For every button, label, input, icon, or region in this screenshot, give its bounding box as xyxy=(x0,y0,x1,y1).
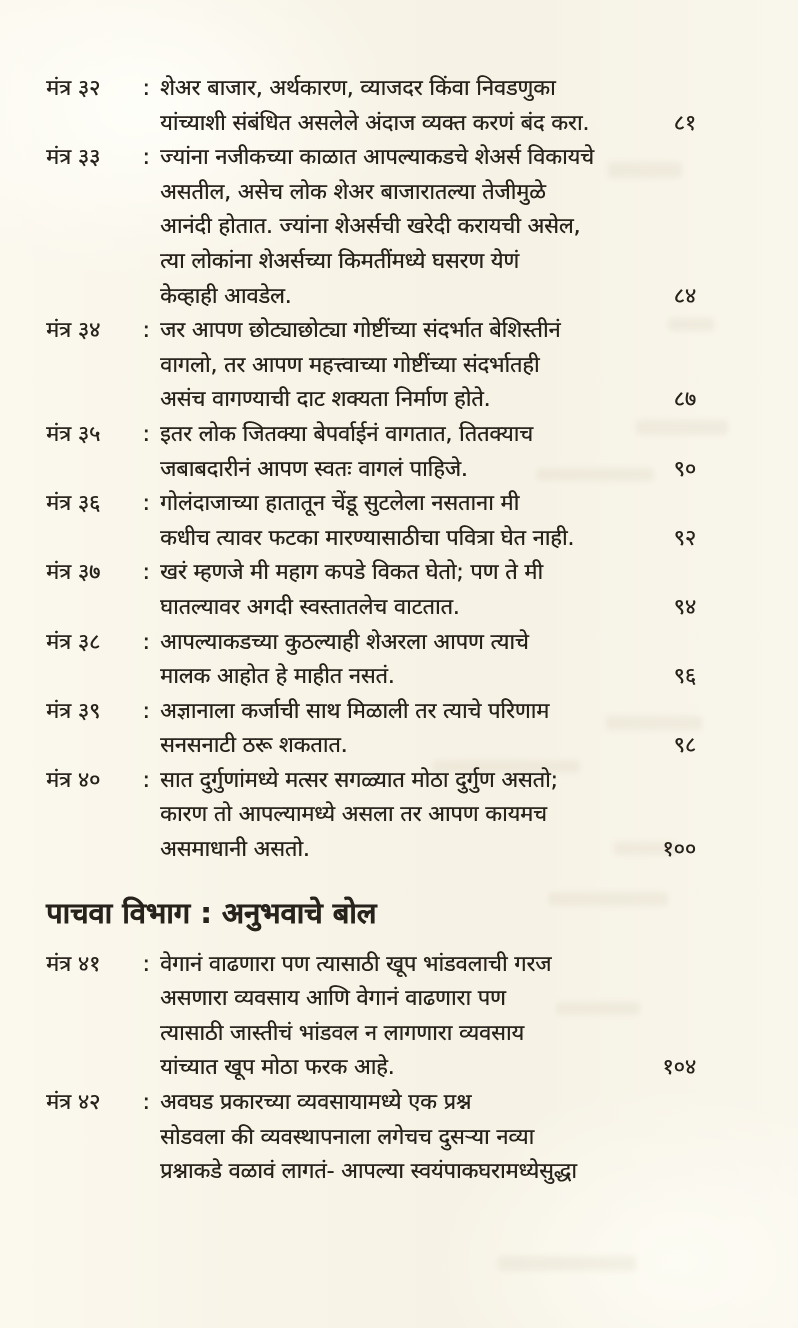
entry-number-label: मंत्र ३७ xyxy=(46,560,101,586)
toc-entry-mantra-37 xyxy=(46,556,696,625)
entry-number-label: मंत्र ३५ xyxy=(46,421,101,447)
entry-number-label: मंत्र ३३ xyxy=(46,145,101,171)
toc-entry-mantra-34 xyxy=(46,314,696,418)
entry-text-line: वागलो, तर आपण महत्त्वाच्या गोष्टींच्या संदर्भातही xyxy=(160,352,540,378)
toc-entry-mantra-35 xyxy=(46,418,696,487)
entry-text xyxy=(160,418,632,487)
entry-text-line: असंच वागण्याची दाट शक्यता निर्माण होते. xyxy=(160,387,491,413)
entry-number-label: मंत्र ३६ xyxy=(46,491,101,517)
entry-text-line: त्यासाठी जास्तीचं भांडवल न लागणारा व्यवसाय xyxy=(160,1020,524,1046)
entry-text-line: जर आपण छोट्याछोट्या गोष्टींच्या संदर्भात बेशिस्तीनं xyxy=(160,318,561,344)
entry-number-label: मंत्र ३८ xyxy=(46,629,101,655)
entry-text-line: यांच्यात खूप मोठा फरक आहे. xyxy=(160,1055,395,1081)
entry-page-number: ९८ xyxy=(673,733,696,759)
entry-separator: : xyxy=(142,491,150,517)
entry-text-line: जबाबदारीनं आपण स्वतः वागलं पाहिजे. xyxy=(160,456,468,482)
entry-separator: : xyxy=(142,629,150,655)
entry-text-line: ज्यांना नजीकच्या काळात आपल्याकडचे शेअर्स विकायचे xyxy=(160,145,594,171)
toc-entry-mantra-36 xyxy=(46,487,696,556)
toc-entry-mantra-38 xyxy=(46,626,696,695)
entry-number-label: मंत्र ३२ xyxy=(46,76,101,101)
toc-entry-mantra-39 xyxy=(46,695,696,764)
entry-text-line: सनसनाटी ठरू शकतात. xyxy=(160,733,348,759)
entry-text-line: असतील, असेच लोक शेअर बाजारातल्या तेजीमुळे xyxy=(160,179,546,205)
entry-number-label: मंत्र ३४ xyxy=(46,318,101,344)
toc-entry-mantra-42 xyxy=(46,1086,696,1190)
entry-text-line: खरं म्हणजे मी महाग कपडे विकत घेतो; पण ते मी xyxy=(160,560,543,586)
entry-text xyxy=(160,72,632,141)
entry-text xyxy=(160,141,632,314)
entry-text xyxy=(160,626,632,695)
entry-text-line: अज्ञानाला कर्जाची साथ मिळाली तर त्याचे परिणाम xyxy=(160,698,550,724)
entry-text-line: गोलंदाजाच्या हातातून चेंडू सुटलेला नसताना मी xyxy=(160,491,520,517)
entry-number-label: मंत्र ३९ xyxy=(46,698,101,724)
entry-text-line: घातल्यावर अगदी स्वस्तातलेच वाटतात. xyxy=(160,594,460,620)
entry-separator: : xyxy=(142,951,150,977)
entry-text-line: सोडवला की व्यवस्थापनाला लगेचच दुसऱ्या नव्या xyxy=(160,1124,534,1150)
entry-text-line: केव्हाही आवडेल. xyxy=(160,283,292,309)
entry-text xyxy=(160,695,632,764)
entry-text-line: यांच्याशी संबंधित असलेले अंदाज व्यक्त करणं बंद करा. xyxy=(160,110,590,136)
bleedthrough-smudge xyxy=(498,1256,636,1271)
entry-text xyxy=(160,948,632,1086)
entry-text-line: वेगानं वाढणारा पण त्यासाठी खूप भांडवलाची गरज xyxy=(160,951,552,977)
entry-number-label: मंत्र ४२ xyxy=(46,1090,101,1116)
entry-text-line: कधीच त्यावर फटका मारण्यासाठीचा पवित्रा घेत नाही. xyxy=(160,525,575,551)
toc-entry-mantra-32 xyxy=(46,72,696,141)
entry-text xyxy=(160,556,632,625)
entry-text-line: मालक आहोत हे माहीत नसतं. xyxy=(160,664,395,690)
entry-page-number: ८७ xyxy=(673,387,696,413)
entry-text xyxy=(160,1086,632,1190)
entry-text xyxy=(160,314,632,418)
entry-separator: : xyxy=(142,767,150,793)
entry-page-number: ८१ xyxy=(673,110,696,136)
entry-text-line: सात दुर्गुणांमध्ये मत्सर सगळ्यात मोठा दुर्गुण असतो; xyxy=(160,767,558,793)
entry-text-line: त्या लोकांना शेअर्सच्या किमतींमध्ये घसरण येणं xyxy=(160,248,519,274)
toc-entry-mantra-33 xyxy=(46,141,696,314)
entry-page-number: १०४ xyxy=(662,1055,696,1081)
entry-separator: : xyxy=(142,76,150,101)
entry-text-line: अवघड प्रकारच्या व्यवसायामध्ये एक प्रश्न xyxy=(160,1090,472,1116)
toc-entry-mantra-41 xyxy=(46,948,696,1086)
entry-page-number: ८४ xyxy=(673,283,696,309)
entry-separator: : xyxy=(142,145,150,171)
table-of-contents xyxy=(46,72,696,1190)
toc-entry-mantra-40 xyxy=(46,764,696,868)
entry-text-line: असणारा व्यवसाय आणि वेगानं वाढणारा पण xyxy=(160,986,506,1012)
entry-text-line: प्रश्नाकडे वळावं लागतं- आपल्या स्वयंपाकघरामध्येसुद्धा xyxy=(160,1159,577,1185)
entry-separator: : xyxy=(142,318,150,344)
entry-separator: : xyxy=(142,421,150,447)
section-heading: पाचवा विभाग : अनुभवाचे बोल xyxy=(46,895,377,930)
entry-text xyxy=(160,764,632,868)
entry-page-number: ९२ xyxy=(673,525,696,551)
entry-separator: : xyxy=(142,1090,150,1116)
entry-text xyxy=(160,487,632,556)
entry-separator: : xyxy=(142,698,150,724)
entry-page-number: १०० xyxy=(662,837,696,863)
entry-text-line: असमाधानी असतो. xyxy=(160,837,310,863)
entry-text-line: आपल्याकडच्या कुठल्याही शेअरला आपण त्याचे xyxy=(160,629,529,655)
entry-text-line: इतर लोक जितक्या बेपर्वाईनं वागतात, तितक्याच xyxy=(160,421,533,447)
entry-text-line: कारण तो आपल्यामध्ये असला तर आपण कायमच xyxy=(160,802,547,828)
entry-number-label: मंत्र ४० xyxy=(46,767,101,793)
entry-text-line: शेअर बाजार, अर्थकारण, व्याजदर किंवा निवडणुका xyxy=(160,76,556,101)
entry-page-number: ९६ xyxy=(673,664,696,690)
entry-text-line: आनंदी होतात. ज्यांना शेअर्सची खरेदी करायची असेल, xyxy=(160,214,581,240)
entry-number-label: मंत्र ४१ xyxy=(46,951,101,977)
entry-page-number: ९४ xyxy=(673,594,696,620)
entry-page-number: ९० xyxy=(673,456,696,482)
entry-separator: : xyxy=(142,560,150,586)
